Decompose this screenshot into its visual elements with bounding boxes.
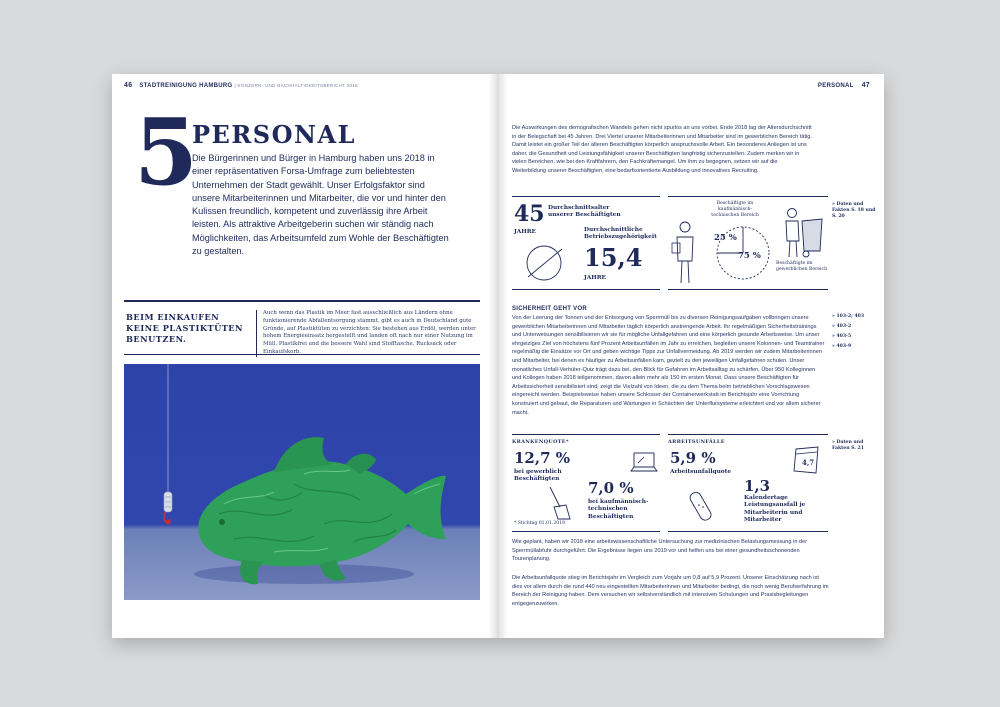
safety-heading: SICHERHEIT GEHT VOR	[512, 306, 588, 312]
tip-heading: BEIM EINKAUFEN KEINE PLASTIKTÜTEN BENUTZEN.	[126, 312, 244, 344]
calendar-icon	[792, 443, 822, 475]
tip-box	[124, 300, 480, 355]
gri-reference: » 403-5	[832, 334, 852, 339]
sick-rate-desc-1: bei gewerblich Beschäftigten	[514, 469, 562, 483]
waste-bin-worker-icon	[782, 205, 826, 259]
sick-rate-value-1: 12,7 %	[514, 449, 571, 467]
laptop-icon	[630, 451, 658, 475]
plastic-bag-fish-illustration	[124, 364, 480, 600]
office-label: Beschäftigte im kaufmännisch-technischen Bereich	[711, 201, 759, 218]
workforce-split-box	[668, 196, 828, 290]
tenure-label: Durchschnittliche Betriebszugehörigkeit	[584, 227, 657, 241]
facts-reference-2: » Daten und Fakten S. 21	[832, 440, 864, 451]
tenure-value: 15,4	[584, 243, 643, 272]
chapter-number: 5	[134, 98, 199, 206]
office-percent: 25 %	[714, 233, 737, 243]
safety-paragraph: Von der Leerung der Tonnen und der Entsorgung von Sperrmüll bis zu diversen Reinigungsaufgaben vollbringen unsere gewerblichen Mitarbeiterinnen und Mitarbeiter täglich körperlich anstrengende Arbeit. Ihr regelmäßigen Sicherheitstrainings und Unterweisungen sensibilisieren wir sie für mögliche Unfallgefahren und eine körperlich gesunde Arbeitsweise. Um unser ehrgeiziges Ziel von höchstens fünf Prozent Arbeitsunfällen im Jahr zu erreichen, begleiten unsere Kolonnen- und Teamtrainer regelmäßig die Einsätze vor Ort und geben wichtige Tipps zur Unfallvermeidung. Ab 2019 werden wir zudem Mitarbeiterinnen und Mitarbeiter, bei denen es häufiger zu Arbeitsunfällen kam, gezielt zu den jeweiligen Unfallgefahren schulen. Unser monatliches Unfall-Verhüter-Quiz trägt dazu bei, den Blick für Gefahren im Arbeitsalltag zu schärfen. Über 950 Kolleginnen und Kollegen haben 2018 teilgenommen, davon allein mehr als 150 im ersten Monat. Dass unsere Beschäftigten für Arbeitssicherheit sensibilisiert sind, zeigt die Vielzahl von Ideen, die zu dem Thema beim betrieblichen Vorschlagswesen eingereicht werden. Beispielsweise haben unsere Schlosser der Containerwerkstatt im Berichtsjahr eine Vorrichtung konstruiert und gebaut, die Reparaturen und Wartungen in Schächten der Unterflursysteme erleichtert und vor allem sicherer macht.	[512, 315, 825, 416]
tenure-unit: JAHRE	[584, 275, 606, 281]
accidents-box	[668, 434, 828, 532]
svg-text:4,7: 4,7	[802, 458, 815, 467]
accident-rate-desc: Arbeitsunfallquote	[670, 469, 732, 475]
gri-reference: » 403-2	[832, 324, 852, 329]
bandage-icon	[686, 491, 716, 523]
age-value: 45	[514, 201, 545, 227]
lost-days-desc: Kalendertage Leistungsausfall je Mitarbeiterin und Mitarbeiter	[744, 495, 806, 524]
report-name: | KONZERN- UND NACHHALTIGKEITSBERICHT 2018	[234, 83, 358, 88]
gri-reference: » 103-2; 403	[832, 314, 865, 319]
field-percent: 75 %	[738, 251, 761, 261]
tip-text: Auch wenn das Plastik im Meer fast ausschließlich aus Ländern ohne funktionierende Abfallentsorgung stammt, gibt es auch in Deutschland gute Gründe, auf Plastiktüten zu verzichten: Sie bestehen aus Erdöl, werden unter hohem Energieeinsatz hergestellt und landen oft nach nur einer Nutzung im Müll. Plastikfrei und die bessere Wahl sind Stofftasche, Rucksack oder Einkaufskorb.	[256, 310, 487, 357]
intro-paragraph: Die Auswirkungen des demografischen Wandels gehen nicht spurlos an uns vorbei. Ende 2018 lag der Altersdurchschnitt in der Belegschaft bei 45 Jahren. Drei Viertel unserer Mitarbeiterinnen und Mitarbeiter sind im gewerblichen Bereich tätig. Damit leistet ein großer Teil der älteren Beschäftigten körperlich anspruchsvolle Arbeit. Ein besonderes Anliegen ist uns daher, die Gesundheit und Leistungsfähigkeit unserer Beschäftigten langfristig sicherzustellen. Zudem merken wir in vielen Bereichen, wie bei den Kraftfahrern, den Fachkräftemangel. Um ihm zu begegnen, setzen wir auf die Weiterbildung unserer Beschäftigten, eine bedarfsorientierte Ausbildung und innovatives Recruiting.	[512, 125, 812, 174]
accident-paragraph: Die Arbeitsunfallquote stieg im Berichtsjahr im Vergleich zum Vorjahr um 0,8 auf 5,9 Prozent. Unserer Einschätzung nach ist dies vor allem durch die rund 440 neu eingestellten Mitarbeiterinnen und Mitarbeiter bedingt, die noch wenig Berufserfahrung im Bereich der Reinigung haben. Dem versuchen wir selbstverständlich mit intensiven Schulungen und Praxisbegleitungen entgegenzuwirken.	[512, 575, 829, 607]
age-tenure-box	[512, 196, 660, 290]
accident-rate-value: 5,9 %	[670, 449, 716, 467]
left-page-number: 46	[124, 82, 133, 89]
age-unit: JAHRE	[514, 229, 536, 235]
left-running-head	[124, 82, 358, 89]
sick-rate-label: KRANKENQUOTE*	[512, 439, 569, 445]
right-running-head	[818, 82, 870, 89]
plastic-fish-photo	[124, 364, 480, 600]
chapter-title: PERSONAL	[192, 120, 356, 149]
sick-rate-box	[512, 434, 660, 532]
right-section-name: PERSONAL	[817, 83, 854, 89]
field-label: Beschäftigte im gewerblichen Bereich	[776, 261, 828, 272]
chapter-intro: Die Bürgerinnen und Bürger in Hamburg haben uns 2018 in einer repräsentativen Forsa-Umfrage zum beliebtesten Unternehmen der Stadt gewählt. Unser Erfolgsfaktor sind unsere Mitarbeiterinnen und Mitarbeiter, die vor und hinter den Kulissen freundlich, kompetent und zuverlässig ihre Arbeit leisten. Als attraktive Arbeitgeberin suchen wir ständig nach Möglichkeiten, das Arbeitsumfeld zum Wohle der Beschäftigten zu gestalten.	[192, 153, 449, 257]
right-page-number: 47	[861, 82, 870, 89]
sick-rate-value-2: 7,0 %	[588, 479, 634, 497]
accidents-label: ARBEITSUNFÄLLE	[668, 439, 725, 445]
gri-references	[832, 312, 864, 352]
left-page	[112, 74, 498, 638]
age-label: Durchschnittsalter unserer Beschäftigten	[548, 205, 621, 219]
lost-days-value: 1,3	[744, 477, 771, 495]
clock-circle-icon	[522, 243, 566, 283]
publisher-name: STADTREINIGUNG HAMBURG	[139, 83, 233, 89]
sick-rate-footnote: * Stichtag 01.01.2019	[514, 521, 566, 526]
magazine-spread	[112, 74, 884, 638]
broom-icon	[546, 485, 572, 521]
study-paragraph: Wie geplant, haben wir 2018 eine arbeitswissenschaftliche Untersuchung zur medizinischen Belastungsmessung in der Sperrmüllabfuhr durchgeführt. Die Ergebnisse liegen uns 2019 vor und helfen uns bei einer gesundheitsschonenden Tourenplanung.	[512, 539, 808, 563]
gri-reference: » 403-9	[832, 344, 852, 349]
sick-rate-desc-2: bei kaufmännisch-technischen Beschäftigten	[588, 499, 649, 520]
right-page	[498, 74, 884, 638]
facts-reference-1: » Daten und Fakten S. 18 und S. 20	[832, 202, 876, 219]
office-worker-icon	[670, 219, 700, 285]
page-fold	[488, 74, 508, 638]
